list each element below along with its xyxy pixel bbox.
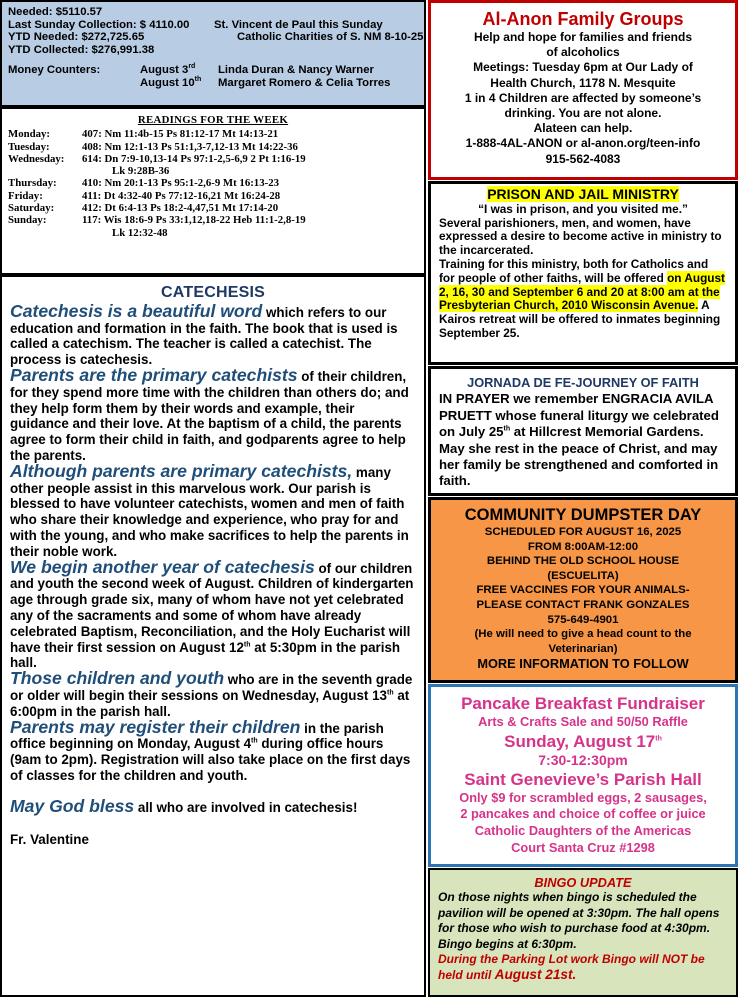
second-collection-1: St. Vincent de Paul this Sunday bbox=[214, 18, 383, 31]
al-anon-line: Health Church, 1178 N. Mesquite bbox=[490, 75, 676, 90]
bingo-notice: During the Parking Lot work Bingo will NOT be held until August 21st. bbox=[438, 952, 705, 983]
counter-names: Linda Duran & Nancy Warner bbox=[218, 64, 374, 77]
reading-row bbox=[8, 177, 418, 189]
al-anon-line: 915-562-4083 bbox=[545, 151, 621, 166]
pancake-title: Pancake Breakfast Fundraiser bbox=[461, 694, 705, 713]
dumpster-line: Veterinarian) bbox=[548, 642, 618, 655]
readings-box bbox=[0, 107, 426, 275]
catechesis-paragraph: Those children and youth who are in the seventh grade or older will begin their sessions on Wednesday, August 13th at 6:00pm in the parish hall. bbox=[10, 668, 413, 719]
reading-day: Monday: bbox=[8, 128, 50, 141]
last-sunday-collection: Last Sunday Collection: $ 4110.00 bbox=[8, 18, 190, 31]
reading-day: Sunday: bbox=[8, 214, 47, 227]
dumpster-footer: MORE INFORMATION TO FOLLOW bbox=[477, 656, 689, 672]
pancake-time: 7:30-12:30pm bbox=[538, 751, 628, 768]
pancake-place: Saint Genevieve’s Parish Hall bbox=[464, 769, 702, 789]
pancake-breakfast-box bbox=[428, 684, 738, 867]
dumpster-line: 575-649-4901 bbox=[547, 613, 619, 626]
dumpster-day-title: COMMUNITY DUMPSTER DAY bbox=[464, 506, 702, 524]
dumpster-line: FROM 8:00AM-12:00 bbox=[527, 540, 639, 553]
ytd-collected: YTD Collected: $276,991.38 bbox=[8, 43, 155, 56]
ytd-needed: YTD Needed: $272,725.65 bbox=[8, 31, 145, 44]
counter-date: August 10th bbox=[140, 76, 202, 89]
signature: Fr. Valentine bbox=[10, 831, 89, 847]
reading-row bbox=[8, 141, 418, 153]
collection-box bbox=[0, 0, 426, 107]
reading-citations: Lk 12:32-48 bbox=[112, 226, 168, 239]
counter-names: Margaret Romero & Celia Torres bbox=[218, 76, 391, 89]
reading-citations: 117: Wis 18:6-9 Ps 33:1,12,18-22 Heb 11:1-2,8-19 bbox=[82, 214, 306, 227]
reading-row bbox=[8, 190, 418, 202]
reading-row bbox=[8, 227, 418, 239]
al-anon-box bbox=[428, 0, 738, 180]
pancake-subtitle: Arts & Crafts Sale and 50/50 Raffle bbox=[478, 714, 688, 729]
catechesis-paragraph: Parents may register their children in the parish office beginning on Monday, August 4th during office hours (9am to 2pm). Registration will also take place on the first days of classes for the children and youth. bbox=[10, 716, 411, 783]
reading-citations: 614: Dn 7:9-10,13-14 Ps 97:1-2,5-6,9 2 Pt 1:16-19 bbox=[82, 152, 306, 165]
dumpster-day-box bbox=[428, 497, 738, 683]
catechesis-paragraph: Catechesis is a beautiful word which refers to our education and formation in the faith. The book that is used is called a catechism. The teacher is called a catechist. The process is catechesis. bbox=[10, 300, 398, 368]
bingo-text: On those nights when bingo is scheduled the pavilion will be opened at 3:30pm. The hall opens for those who wish to purchase food at 4:30pm. Bingo begins at 6:30pm. bbox=[438, 890, 720, 951]
reading-day: Saturday: bbox=[8, 202, 55, 215]
training-dates-highlight: on August 2, 16, 30 and September 6 and 20 at 8:00 am at the Presbyterian Church, 2010 Wisconsin Avenue. bbox=[439, 270, 725, 313]
al-anon-line: of alcoholics bbox=[546, 45, 620, 60]
prison-ministry-title: PRISON AND JAIL MINISTRY bbox=[487, 186, 679, 202]
catechesis-box bbox=[0, 275, 426, 997]
reading-row bbox=[8, 153, 418, 165]
dumpster-line: PLEASE CONTACT FRANK GONZALES bbox=[476, 598, 690, 611]
al-anon-line: Meetings: Tuesday 6pm at Our Lady of bbox=[473, 60, 693, 75]
prison-ministry-box bbox=[428, 181, 738, 365]
needed-amount: Needed: $5110.57 bbox=[8, 6, 103, 18]
bingo-title: BINGO UPDATE bbox=[534, 875, 632, 890]
pancake-line: Court Santa Cruz #1298 bbox=[511, 839, 655, 855]
pancake-date: Sunday, August 17th bbox=[504, 731, 662, 751]
journey-of-faith-box bbox=[428, 366, 738, 496]
dumpster-line: BEHIND THE OLD SCHOOL HOUSE bbox=[486, 555, 680, 568]
al-anon-line: Alateen can help. bbox=[533, 121, 633, 136]
reading-row bbox=[8, 165, 418, 177]
dumpster-line: (He will need to give a head count to the bbox=[474, 628, 692, 641]
money-counters-label: Money Counters: bbox=[8, 64, 101, 77]
prayer-notice: IN PRAYER we remember ENGRACIA AVILA PRUETT whose funeral liturgy we celebrated on July 25th at Hillcrest Memorial Gardens. May she rest in the peace of Christ, and may her family be strengthened and comforted in faith. bbox=[439, 391, 719, 489]
catechesis-paragraph: Although parents are primary catechists, many other people assist in this marvelous work. Our parish is blessed to have volunteer catechists, women and men of faith who share their knowledge and experience, who pray for and with the young, and who make sacrifices to help the parents in their noble work. bbox=[10, 460, 409, 559]
reading-citations: 408: Nm 12:1-13 Ps 51:1,3-7,12-13 Mt 14:22-36 bbox=[82, 140, 298, 153]
prison-paragraph: Several parishioners, men, and women, have expressed a desire to become active in ministry to the incarcerated. bbox=[439, 215, 722, 258]
reading-citations: 411: Dt 4:32-40 Ps 77:12-16,21 Mt 16:24-28 bbox=[82, 189, 281, 202]
reading-day: Thursday: bbox=[8, 177, 57, 190]
reading-row bbox=[8, 214, 418, 226]
dumpster-line: SCHEDULED FOR AUGUST 16, 2025 bbox=[484, 526, 682, 538]
reading-citations: 407: Nm 11:4b-15 Ps 81:12-17 Mt 14:13-21 bbox=[82, 128, 279, 141]
dumpster-line: (ESCUELITA) bbox=[547, 569, 619, 582]
al-anon-line: drinking. You are not alone. bbox=[504, 106, 662, 121]
al-anon-line: 1 in 4 Children are affected by someone’s bbox=[464, 90, 702, 105]
journey-of-faith-title: JORNADA DE FE-JOURNEY OF FAITH bbox=[467, 375, 699, 390]
al-anon-title: Al-Anon Family Groups bbox=[482, 9, 684, 29]
reading-row bbox=[8, 128, 418, 140]
catechesis-blessing: May God bless all who are involved in catechesis! bbox=[10, 795, 358, 816]
readings-title: READINGS FOR THE WEEK bbox=[137, 114, 289, 126]
reading-day: Tuesday: bbox=[8, 140, 50, 153]
bingo-update-box bbox=[428, 868, 738, 997]
reading-citations: 412: Dt 6:4-13 Ps 18:2-4,47,51 Mt 17:14-20 bbox=[82, 202, 279, 215]
reading-day: Wednesday: bbox=[8, 152, 65, 165]
second-collection-2: Catholic Charities of S. NM 8-10-25 bbox=[237, 31, 424, 44]
al-anon-line: Help and hope for families and friends bbox=[473, 30, 693, 44]
pancake-line: Only $9 for scrambled eggs, 2 sausages, bbox=[459, 789, 707, 805]
pancake-line: Catholic Daughters of the Americas bbox=[474, 823, 692, 839]
reading-citations: 410: Nm 20:1-13 Ps 95:1-2,6-9 Mt 16:13-23 bbox=[82, 177, 280, 190]
catechesis-paragraph: Parents are the primary catechists of their children, for they spend more time with the children than others do; and they help form them by their words and example, their guidance and their love. At the baptism of a child, the parents agree to form their child in faith, and godparents agree to help the parents. bbox=[10, 364, 409, 463]
reading-row bbox=[8, 202, 418, 214]
counter-date: August 3rd bbox=[140, 63, 196, 77]
catechesis-paragraph: We begin another year of catechesis of our children and youth the second week of August. Children of kindergarten age through grade six, many of whom have not yet celebrated any of the sacraments and some of whom have already celebrated Baptism, Reconciliation, and the Holy Eucharist will have their first session on August 12th at 5:30pm in the parish hall. bbox=[10, 556, 414, 671]
prison-training: Training for this ministry, both for Catholics and for people of other faiths, will be offered on August 2, 16, 30 and September 6 and 20 at 8:00 am at the Presbyterian Church, 2010 Wisconsin Avenue. A Kairos retreat will be offered to inmates beginning September 25. bbox=[439, 256, 725, 340]
pancake-line: 2 pancakes and choice of coffee or juice bbox=[460, 806, 706, 822]
catechesis-heading: CATECHESIS bbox=[161, 284, 265, 301]
reading-day: Friday: bbox=[8, 189, 43, 202]
al-anon-line: 1-888-4AL-ANON or al-anon.org/teen-info bbox=[465, 136, 701, 151]
reading-citations: Lk 9:28B-36 bbox=[112, 165, 170, 178]
dumpster-line: FREE VACCINES FOR YOUR ANIMALS- bbox=[476, 584, 690, 597]
prison-quote: “I was in prison, and you visited me.” bbox=[478, 201, 688, 216]
